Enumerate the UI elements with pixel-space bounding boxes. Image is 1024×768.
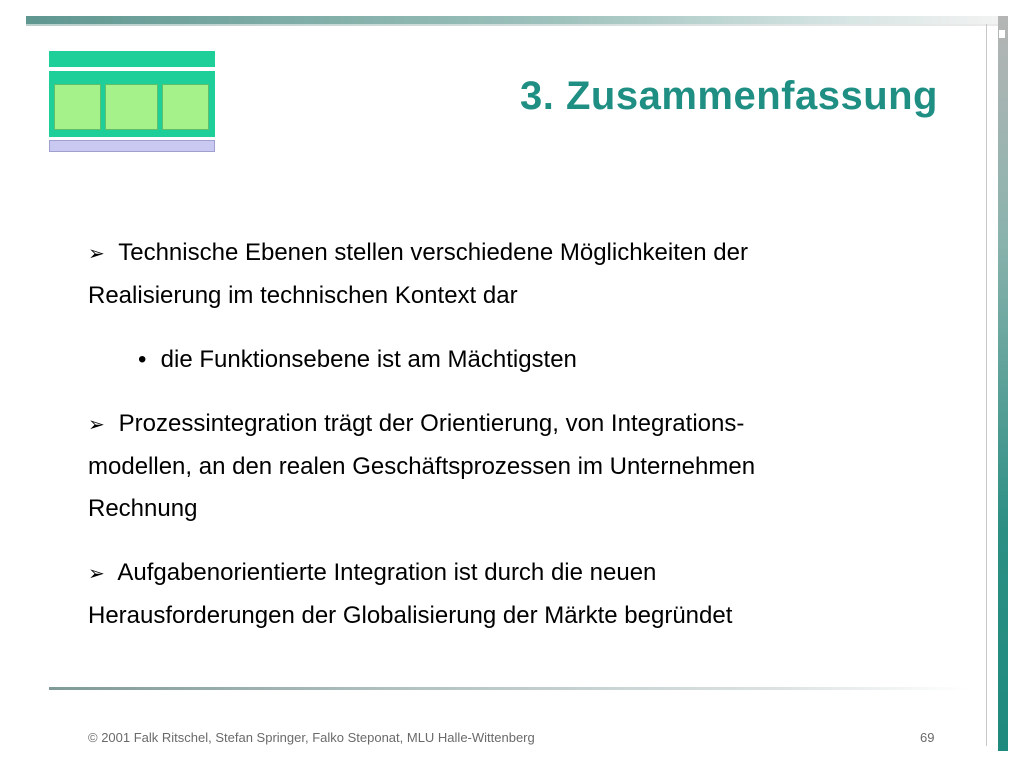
sub-bullet-point — [88, 339, 918, 381]
top-frame-bar — [26, 16, 998, 24]
bullet-point-3 — [88, 552, 918, 637]
footer-copyright: © 2001 Falk Ritschel, Stefan Springer, Falko Steponat, MLU Halle-Wittenberg — [88, 730, 535, 745]
arrow-bullet-icon: ➢ — [88, 414, 105, 436]
right-frame-bar — [998, 16, 1008, 751]
top-frame-shadow — [26, 24, 998, 26]
bullet-point-1 — [88, 232, 918, 317]
logo-cell-1 — [54, 84, 101, 130]
logo-header-strip — [49, 51, 215, 67]
page-number: 69 — [920, 730, 935, 745]
point-2-line-2: modellen, an den realen Geschäftsprozessen im Unternehmen — [88, 453, 756, 480]
footer-divider — [49, 687, 969, 690]
table-logo-graphic — [49, 51, 215, 153]
logo-footer-strip — [49, 140, 215, 152]
dot-bullet-icon: • — [138, 346, 147, 373]
arrow-bullet-icon: ➢ — [88, 563, 105, 585]
point-2-line-1: Prozessintegration trägt der Orientierung, von Integrations- — [118, 410, 745, 437]
slide-title: 3. Zusammenfassung — [519, 74, 938, 118]
sub-point-line-1: die Funktionsebene ist am Mächtigsten — [160, 346, 577, 373]
point-3-line-1: Aufgabenorientierte Integration ist durch die neuen — [117, 559, 657, 586]
slide-body — [88, 232, 918, 637]
point-3-line-2: Herausforderungen der Globalisierung der Märkte begründet — [88, 602, 733, 629]
bullet-point-2 — [88, 403, 918, 530]
logo-cell-2 — [105, 84, 158, 130]
logo-cell-3 — [162, 84, 209, 130]
right-frame-line — [986, 24, 987, 746]
arrow-bullet-icon: ➢ — [88, 243, 105, 265]
point-1-line-2: Realisierung im technischen Kontext dar — [88, 282, 518, 309]
point-2-line-3: Rechnung — [88, 495, 198, 522]
right-frame-gap — [999, 30, 1005, 38]
point-1-line-1: Technische Ebenen stellen verschiedene Möglichkeiten der — [118, 239, 748, 266]
